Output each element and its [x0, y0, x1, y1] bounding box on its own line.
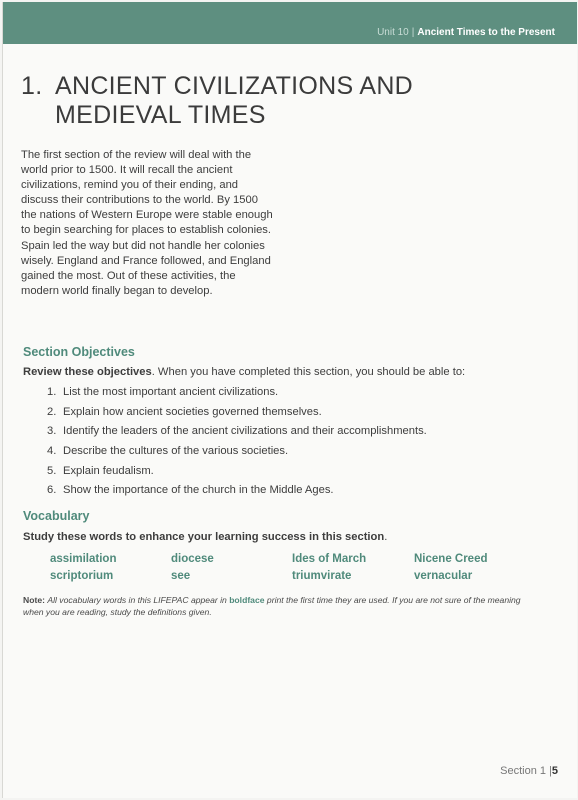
vocab-word: assimilation — [50, 553, 117, 565]
page — [2, 2, 577, 798]
unit-title: Ancient Times to the Present — [417, 27, 555, 38]
vocab-word: vernacular — [414, 570, 473, 582]
vocab-word: triumvirate — [292, 570, 352, 582]
heading-line-2: MEDIEVAL TIMES — [55, 101, 266, 129]
objective-item — [47, 462, 427, 482]
note-text-1: All vocabulary words in this LIFEPAC appear in — [47, 595, 227, 605]
vocab-word: diocese — [171, 553, 214, 565]
objectives-list — [47, 383, 427, 501]
vocab-word: see — [171, 570, 191, 582]
header-separator: | — [411, 27, 415, 38]
objective-text: Explain feudalism. — [63, 464, 154, 477]
objective-item — [47, 481, 427, 501]
vocabulary-word-grid — [50, 553, 534, 587]
objective-text: Describe the cultures of the various societies. — [63, 445, 289, 458]
objective-item — [47, 422, 427, 442]
vocabulary-title: Vocabulary — [23, 509, 90, 523]
header-bar — [3, 2, 577, 44]
vocabulary-lead — [23, 531, 387, 543]
footer-section-label: Section 1 — [500, 765, 547, 777]
objective-number: 3. — [47, 425, 57, 438]
objectives-lead-bold: Review these objectives — [23, 366, 152, 378]
objective-item — [47, 383, 427, 403]
section-heading — [21, 72, 413, 130]
section-number: 1. — [21, 72, 43, 100]
objective-number: 4. — [47, 445, 57, 458]
objective-item — [47, 403, 427, 423]
vocabulary-lead-period: . — [384, 531, 388, 543]
objective-number: 6. — [47, 484, 57, 497]
note-label: Note: — [23, 595, 45, 605]
objective-number: 1. — [47, 386, 57, 398]
objective-text: Identify the leaders of the ancient civilizations and their accomplishments. — [63, 425, 427, 438]
page-number: 5 — [551, 765, 558, 777]
vocab-word: Ides of March — [292, 553, 367, 565]
objective-text: List the most important ancient civilizations. — [63, 386, 279, 398]
running-header — [377, 27, 555, 38]
vocabulary-lead-text: Study these words to enhance your learning success in this section — [23, 531, 385, 543]
objectives-lead — [23, 366, 465, 378]
objective-text: Explain how ancient societies governed themselves. — [63, 405, 322, 418]
objectives-lead-rest: . When you have completed this section, you should be able to: — [151, 366, 466, 378]
note-boldface-word: boldface — [229, 595, 265, 605]
vocab-word: scriptorium — [50, 570, 114, 582]
footer-separator: | — [549, 765, 552, 777]
vocabulary-note — [23, 595, 543, 618]
heading-line-1: ANCIENT CIVILIZATIONS AND — [55, 72, 414, 100]
objective-item — [47, 442, 427, 462]
objective-text: Show the importance of the church in the Middle Ages. — [63, 484, 334, 497]
objective-number: 2. — [47, 405, 57, 418]
unit-label: Unit 10 — [377, 27, 409, 38]
vocab-word: Nicene Creed — [414, 553, 488, 565]
objectives-title: Section Objectives — [23, 345, 135, 359]
note-text-2: print the first time they are used. If you are not sure of the meaning when you are reading, study the definitions given. — [23, 595, 521, 617]
page-footer — [500, 765, 558, 777]
objective-number: 5. — [47, 464, 57, 477]
intro-paragraph: The first section of the review will deal with the world prior to 1500. It will recall the ancient civilizations, remind you of their ending, and discuss their contributions to the world. By 1500 the nations of Western Europe were stable enough to begin searching for places to establish colonies. Spain led the way but did not handle her colonies wisely. England and France followed, and England gained the most. Out of these activities, the modern world finally began to develop. — [21, 149, 273, 297]
